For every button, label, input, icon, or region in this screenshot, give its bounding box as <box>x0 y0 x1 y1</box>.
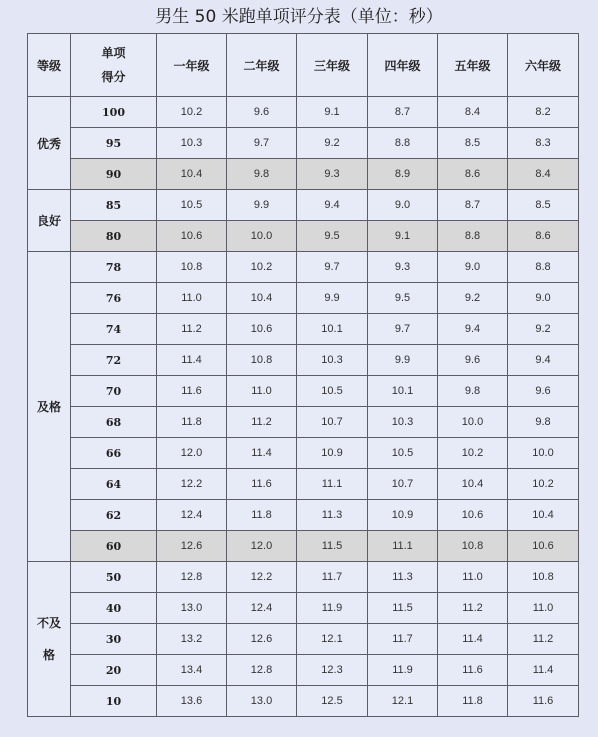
table-row <box>28 500 579 531</box>
score-cell: 66 <box>71 438 157 469</box>
header-row <box>28 34 579 97</box>
time-cell-grade-4: 10.3 <box>368 407 438 438</box>
table-row <box>28 376 579 407</box>
time-cell-grade-2: 9.8 <box>227 159 297 190</box>
time-cell-grade-5: 9.4 <box>438 314 508 345</box>
score-cell: 40 <box>71 593 157 624</box>
score-cell: 64 <box>71 469 157 500</box>
time-cell-grade-4: 10.7 <box>368 469 438 500</box>
header-score <box>71 34 157 97</box>
time-cell-grade-4: 10.9 <box>368 500 438 531</box>
time-cell-grade-2: 9.9 <box>227 190 297 221</box>
time-cell-grade-1: 10.5 <box>157 190 227 221</box>
score-cell: 10 <box>71 686 157 717</box>
time-cell-grade-6: 11.2 <box>508 624 579 655</box>
score-cell: 80 <box>71 221 157 252</box>
time-cell-grade-2: 12.4 <box>227 593 297 624</box>
level-cell <box>28 562 71 717</box>
time-cell-grade-5: 10.6 <box>438 500 508 531</box>
score-cell: 68 <box>71 407 157 438</box>
header-score-line2: 得分 <box>101 70 126 84</box>
score-cell: 76 <box>71 283 157 314</box>
time-cell-grade-2: 12.8 <box>227 655 297 686</box>
time-cell-grade-6: 10.6 <box>508 531 579 562</box>
time-cell-grade-1: 10.3 <box>157 128 227 159</box>
time-cell-grade-2: 12.6 <box>227 624 297 655</box>
time-cell-grade-5: 9.0 <box>438 252 508 283</box>
time-cell-grade-5: 8.8 <box>438 221 508 252</box>
time-cell-grade-4: 8.9 <box>368 159 438 190</box>
table-row <box>28 686 579 717</box>
score-cell: 90 <box>71 159 157 190</box>
time-cell-grade-3: 10.1 <box>297 314 368 345</box>
time-cell-grade-2: 9.6 <box>227 97 297 128</box>
time-cell-grade-4: 10.5 <box>368 438 438 469</box>
header-level: 等级 <box>28 34 71 97</box>
time-cell-grade-2: 12.0 <box>227 531 297 562</box>
time-cell-grade-2: 11.0 <box>227 376 297 407</box>
time-cell-grade-6: 8.5 <box>508 190 579 221</box>
time-cell-grade-5: 9.6 <box>438 345 508 376</box>
time-cell-grade-1: 12.6 <box>157 531 227 562</box>
score-cell: 60 <box>71 531 157 562</box>
page-title: 男生 50 米跑单项评分表（单位：秒） <box>155 7 443 27</box>
table-body <box>28 97 579 717</box>
time-cell-grade-2: 10.6 <box>227 314 297 345</box>
table-row <box>28 345 579 376</box>
time-cell-grade-5: 11.2 <box>438 593 508 624</box>
time-cell-grade-3: 12.1 <box>297 624 368 655</box>
score-cell: 78 <box>71 252 157 283</box>
time-cell-grade-4: 12.1 <box>368 686 438 717</box>
time-cell-grade-6: 9.4 <box>508 345 579 376</box>
time-cell-grade-2: 10.0 <box>227 221 297 252</box>
header-grade-5: 五年级 <box>438 34 508 97</box>
header-grade-4: 四年级 <box>368 34 438 97</box>
time-cell-grade-5: 8.5 <box>438 128 508 159</box>
time-cell-grade-1: 13.0 <box>157 593 227 624</box>
time-cell-grade-5: 10.8 <box>438 531 508 562</box>
header-grade-2: 二年级 <box>227 34 297 97</box>
level-label: 优秀 <box>36 136 61 151</box>
level-cell <box>28 190 71 252</box>
time-cell-grade-2: 10.2 <box>227 252 297 283</box>
time-cell-grade-5: 10.2 <box>438 438 508 469</box>
time-cell-grade-2: 10.8 <box>227 345 297 376</box>
time-cell-grade-2: 11.4 <box>227 438 297 469</box>
time-cell-grade-6: 8.8 <box>508 252 579 283</box>
time-cell-grade-3: 11.3 <box>297 500 368 531</box>
time-cell-grade-4: 9.3 <box>368 252 438 283</box>
time-cell-grade-1: 12.0 <box>157 438 227 469</box>
time-cell-grade-3: 9.2 <box>297 128 368 159</box>
time-cell-grade-3: 10.5 <box>297 376 368 407</box>
time-cell-grade-6: 8.4 <box>508 159 579 190</box>
time-cell-grade-5: 8.7 <box>438 190 508 221</box>
score-cell: 95 <box>71 128 157 159</box>
time-cell-grade-6: 11.0 <box>508 593 579 624</box>
header-grade-6: 六年级 <box>508 34 579 97</box>
time-cell-grade-4: 11.1 <box>368 531 438 562</box>
time-cell-grade-1: 10.4 <box>157 159 227 190</box>
score-cell: 74 <box>71 314 157 345</box>
time-cell-grade-6: 9.0 <box>508 283 579 314</box>
table-row <box>28 283 579 314</box>
time-cell-grade-5: 11.4 <box>438 624 508 655</box>
time-cell-grade-1: 13.2 <box>157 624 227 655</box>
time-cell-grade-5: 8.6 <box>438 159 508 190</box>
time-cell-grade-1: 12.8 <box>157 562 227 593</box>
time-cell-grade-3: 11.5 <box>297 531 368 562</box>
time-cell-grade-6: 9.8 <box>508 407 579 438</box>
table-row <box>28 190 579 221</box>
time-cell-grade-2: 11.8 <box>227 500 297 531</box>
time-cell-grade-6: 8.2 <box>508 97 579 128</box>
time-cell-grade-1: 10.8 <box>157 252 227 283</box>
time-cell-grade-1: 11.2 <box>157 314 227 345</box>
table-row <box>28 159 579 190</box>
time-cell-grade-4: 9.1 <box>368 221 438 252</box>
time-cell-grade-1: 11.6 <box>157 376 227 407</box>
header-grade-3: 三年级 <box>297 34 368 97</box>
table-row <box>28 407 579 438</box>
table-row <box>28 562 579 593</box>
table-row <box>28 593 579 624</box>
time-cell-grade-3: 9.4 <box>297 190 368 221</box>
time-cell-grade-2: 11.2 <box>227 407 297 438</box>
time-cell-grade-1: 11.4 <box>157 345 227 376</box>
table-row <box>28 624 579 655</box>
table-row <box>28 438 579 469</box>
time-cell-grade-6: 10.8 <box>508 562 579 593</box>
score-cell: 20 <box>71 655 157 686</box>
time-cell-grade-1: 12.4 <box>157 500 227 531</box>
time-cell-grade-3: 10.7 <box>297 407 368 438</box>
score-cell: 100 <box>71 97 157 128</box>
time-cell-grade-4: 11.3 <box>368 562 438 593</box>
table-row <box>28 128 579 159</box>
score-cell: 50 <box>71 562 157 593</box>
time-cell-grade-1: 10.2 <box>157 97 227 128</box>
time-cell-grade-1: 11.0 <box>157 283 227 314</box>
score-cell: 30 <box>71 624 157 655</box>
time-cell-grade-6: 9.6 <box>508 376 579 407</box>
time-cell-grade-4: 8.7 <box>368 97 438 128</box>
score-table <box>27 33 579 717</box>
time-cell-grade-2: 10.4 <box>227 283 297 314</box>
score-cell: 72 <box>71 345 157 376</box>
table-row <box>28 97 579 128</box>
time-cell-grade-6: 11.4 <box>508 655 579 686</box>
level-label: 良好 <box>36 214 61 228</box>
time-cell-grade-3: 12.5 <box>297 686 368 717</box>
time-cell-grade-5: 9.2 <box>438 283 508 314</box>
time-cell-grade-3: 11.1 <box>297 469 368 500</box>
time-cell-grade-4: 11.5 <box>368 593 438 624</box>
time-cell-grade-3: 10.9 <box>297 438 368 469</box>
time-cell-grade-2: 13.0 <box>227 686 297 717</box>
time-cell-grade-3: 9.1 <box>297 97 368 128</box>
header-grade-1: 一年级 <box>157 34 227 97</box>
time-cell-grade-5: 11.8 <box>438 686 508 717</box>
time-cell-grade-3: 9.3 <box>297 159 368 190</box>
table-row <box>28 252 579 283</box>
time-cell-grade-3: 11.9 <box>297 593 368 624</box>
time-cell-grade-5: 11.0 <box>438 562 508 593</box>
level-label: 不及格 <box>36 616 61 662</box>
time-cell-grade-3: 9.9 <box>297 283 368 314</box>
level-label: 及格 <box>36 400 61 414</box>
time-cell-grade-5: 10.4 <box>438 469 508 500</box>
time-cell-grade-3: 9.5 <box>297 221 368 252</box>
time-cell-grade-2: 12.2 <box>227 562 297 593</box>
table-row <box>28 469 579 500</box>
time-cell-grade-5: 11.6 <box>438 655 508 686</box>
time-cell-grade-6: 8.3 <box>508 128 579 159</box>
time-cell-grade-6: 10.0 <box>508 438 579 469</box>
score-cell: 85 <box>71 190 157 221</box>
time-cell-grade-5: 9.8 <box>438 376 508 407</box>
time-cell-grade-3: 9.7 <box>297 252 368 283</box>
time-cell-grade-1: 11.8 <box>157 407 227 438</box>
score-cell: 70 <box>71 376 157 407</box>
table-row <box>28 314 579 345</box>
header-score-line1: 单项 <box>101 46 126 60</box>
time-cell-grade-1: 13.6 <box>157 686 227 717</box>
time-cell-grade-4: 11.9 <box>368 655 438 686</box>
time-cell-grade-1: 13.4 <box>157 655 227 686</box>
time-cell-grade-1: 10.6 <box>157 221 227 252</box>
time-cell-grade-4: 9.0 <box>368 190 438 221</box>
time-cell-grade-4: 10.1 <box>368 376 438 407</box>
time-cell-grade-4: 9.9 <box>368 345 438 376</box>
time-cell-grade-4: 9.5 <box>368 283 438 314</box>
time-cell-grade-3: 11.7 <box>297 562 368 593</box>
time-cell-grade-5: 10.0 <box>438 407 508 438</box>
time-cell-grade-2: 11.6 <box>227 469 297 500</box>
time-cell-grade-5: 8.4 <box>438 97 508 128</box>
time-cell-grade-3: 12.3 <box>297 655 368 686</box>
score-cell: 62 <box>71 500 157 531</box>
time-cell-grade-6: 8.6 <box>508 221 579 252</box>
level-cell <box>28 252 71 562</box>
time-cell-grade-1: 12.2 <box>157 469 227 500</box>
time-cell-grade-4: 8.8 <box>368 128 438 159</box>
level-cell <box>28 97 71 190</box>
table-row <box>28 531 579 562</box>
time-cell-grade-3: 10.3 <box>297 345 368 376</box>
time-cell-grade-6: 10.2 <box>508 469 579 500</box>
time-cell-grade-4: 11.7 <box>368 624 438 655</box>
time-cell-grade-2: 9.7 <box>227 128 297 159</box>
table-row <box>28 655 579 686</box>
time-cell-grade-4: 9.7 <box>368 314 438 345</box>
table-row <box>28 221 579 252</box>
time-cell-grade-6: 10.4 <box>508 500 579 531</box>
time-cell-grade-6: 9.2 <box>508 314 579 345</box>
time-cell-grade-6: 11.6 <box>508 686 579 717</box>
